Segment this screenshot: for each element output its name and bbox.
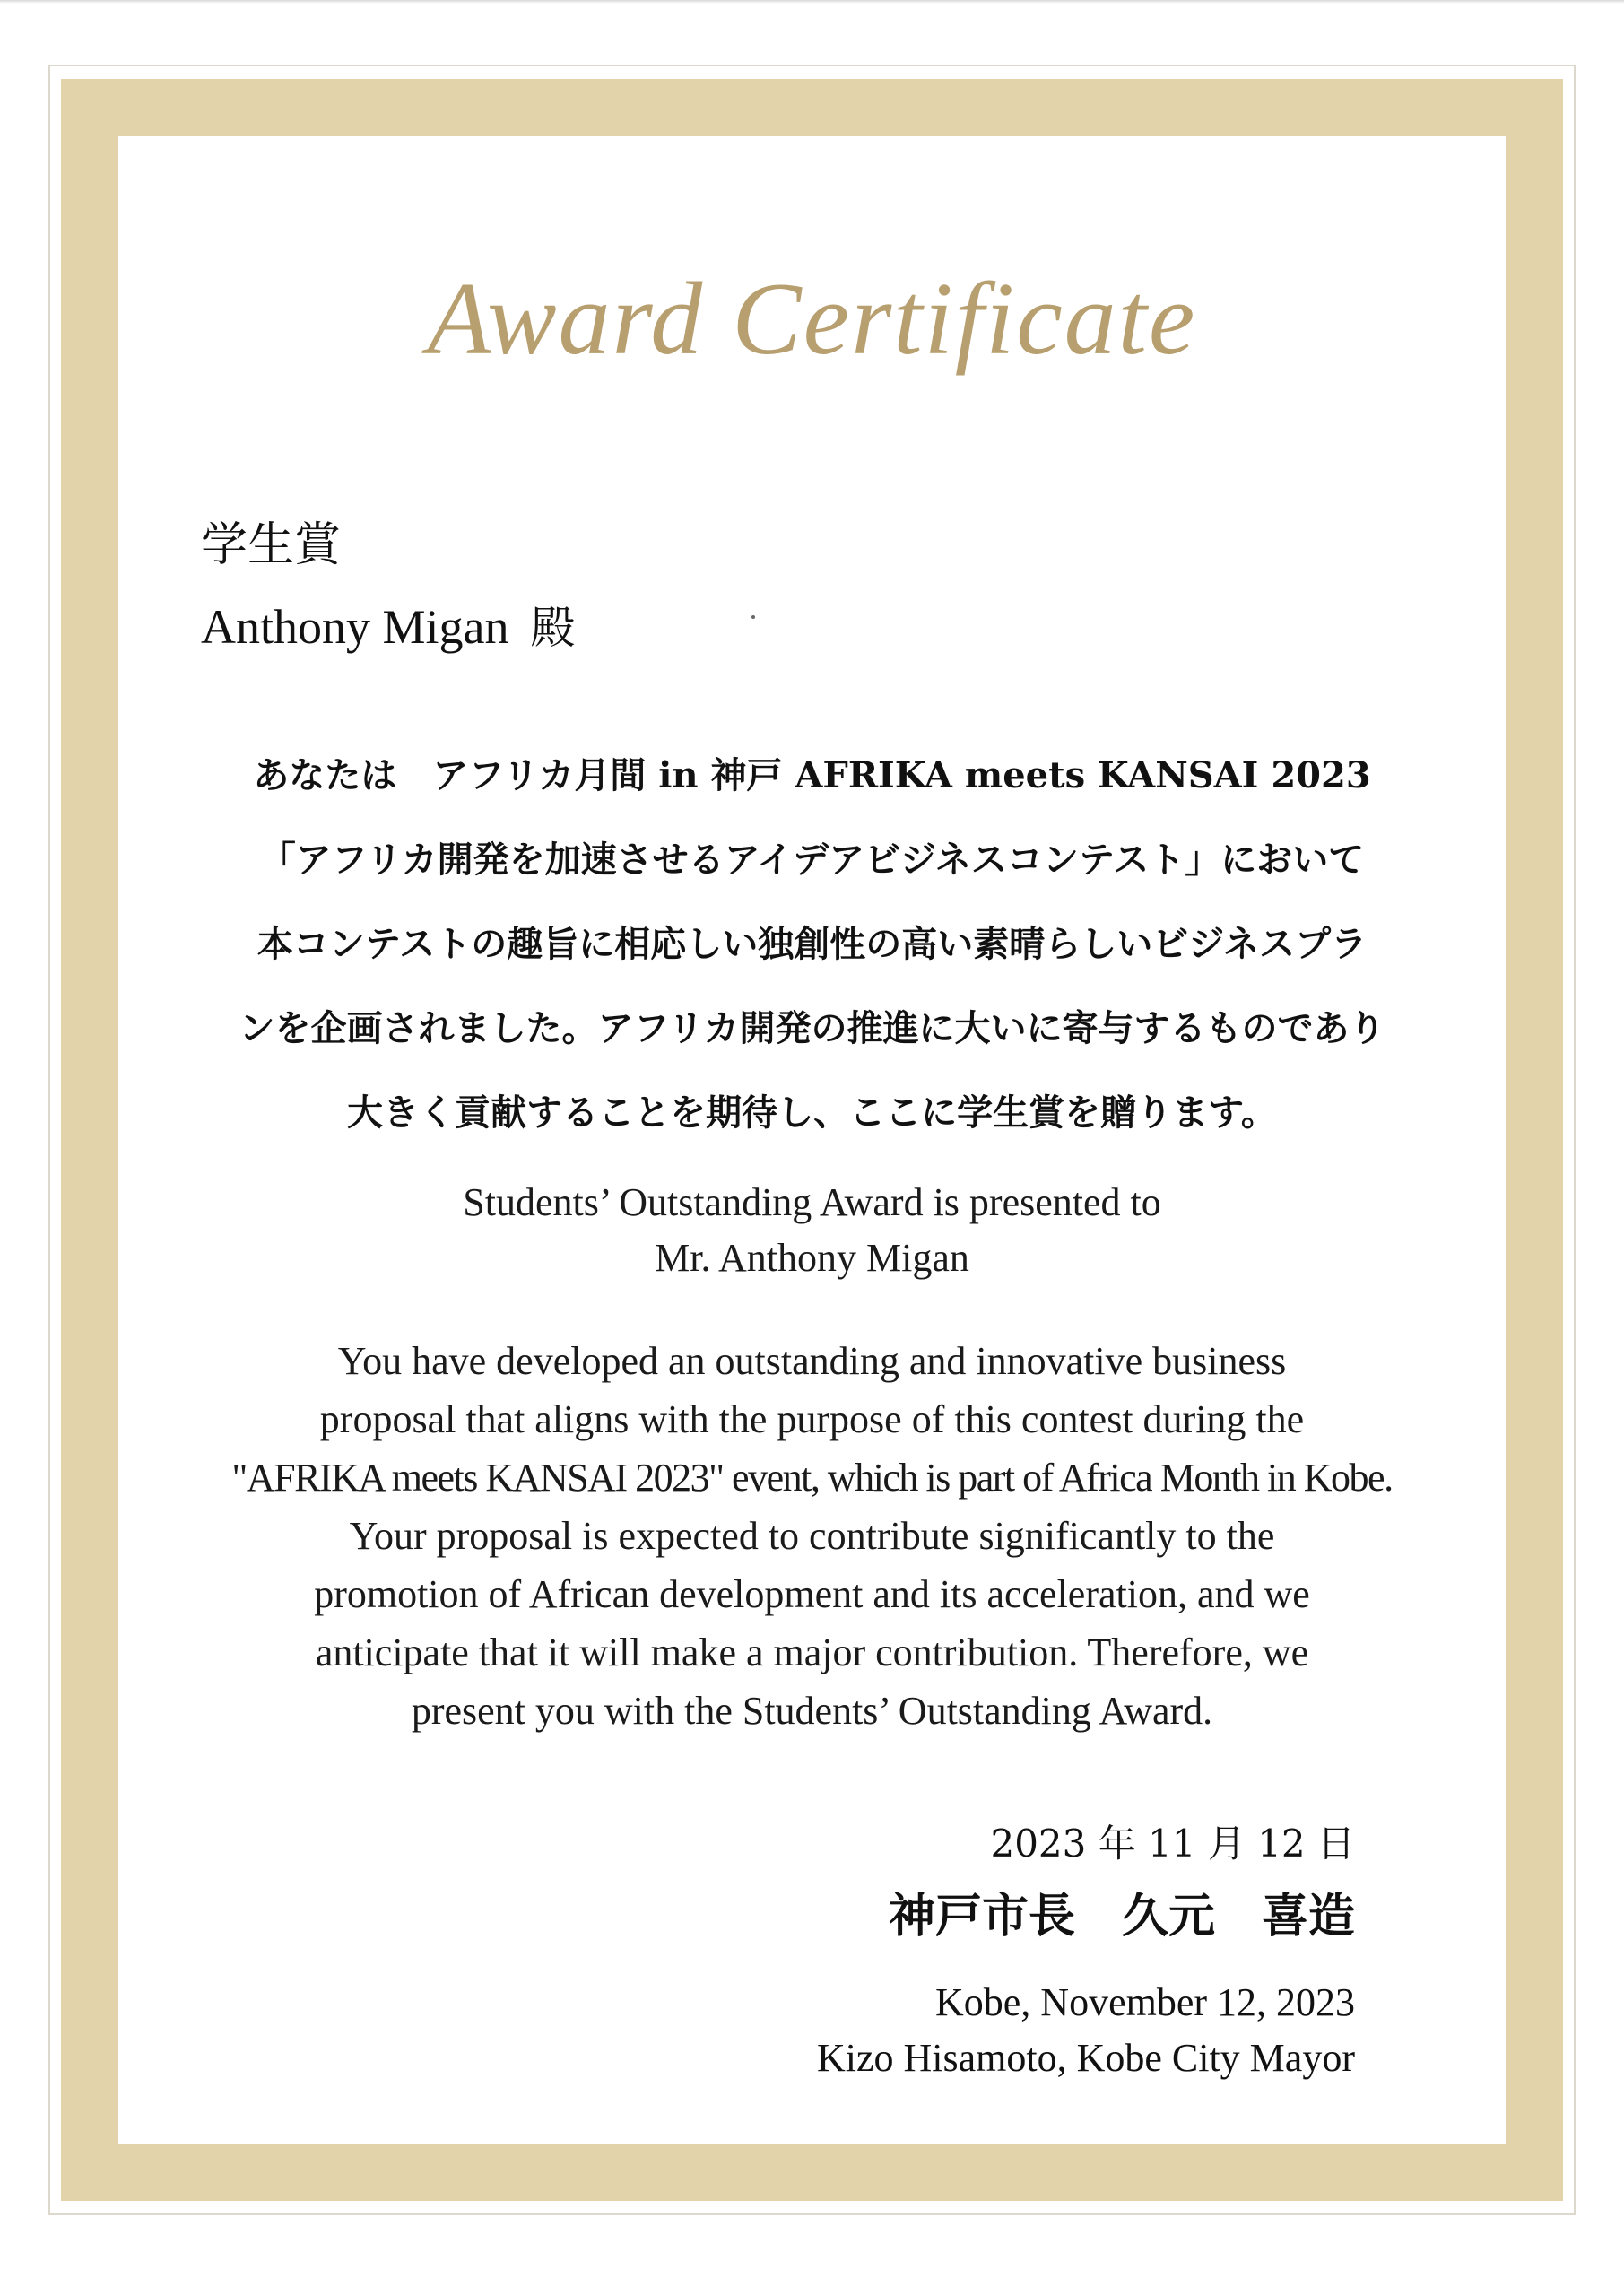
citation-en-line: present you with the Students’ Outstanding Award. [411, 1689, 1213, 1733]
citation-jp-line: 大きく貢献することを期待し、ここに学生賞を贈ります。 [347, 1091, 1277, 1134]
recipient-name: Anthony Migan [201, 600, 509, 654]
citation-en-line: You have developed an outstanding and innovative business [337, 1339, 1287, 1383]
scan-speck [751, 615, 755, 619]
signer-en: Kizo Hisamoto, Kobe City Mayor [816, 2036, 1355, 2080]
citation-en [143, 1332, 1481, 1740]
presented-to-line: Students’ Outstanding Award is presented to [463, 1180, 1161, 1224]
signature-block [817, 1812, 1355, 2086]
scan-edge [0, 0, 1624, 4]
citation-en-line: anticipate that it will make a major contribution. Therefore, we [315, 1631, 1309, 1674]
citation-en-line: "AFRIKA meets KANSAI 2023" event, which is part of Africa Month in Kobe. [231, 1456, 1393, 1500]
citation-jp-line: あなたは アフリカ月間 in 神戸 AFRIKA meets KANSAI 2023 [253, 754, 1371, 796]
citation-en-line: proposal that aligns with the purpose of this contest during the [319, 1397, 1305, 1441]
presented-to-en [143, 1175, 1481, 1286]
citation-jp-line: ンを企画されました。アフリカ開発の推進に大いに寄与するものであり [239, 1007, 1385, 1049]
citation-jp-line: 「アフリカ開発を加速させるアイデアビジネスコンテスト」において [259, 839, 1365, 881]
date-en: Kobe, November 12, 2023 [934, 1980, 1355, 2024]
award-name-jp: 学生賞 [201, 518, 342, 572]
recipient-line [201, 592, 576, 657]
citation-jp [143, 734, 1481, 1155]
signer-jp: 神戸市長 久元 喜造 [888, 1889, 1355, 1944]
honorific-jp: 殿 [530, 602, 576, 654]
citation-en-line: Your proposal is expected to contribute significantly to the [349, 1514, 1275, 1558]
date-jp: 2023 年 11 月 12 日 [990, 1822, 1355, 1866]
citation-en-line: promotion of African development and its acceleration, and we [314, 1572, 1310, 1616]
citation-jp-line: 本コンテストの趣旨に相応しい独創性の高い素晴らしいビジネスプラ [256, 923, 1368, 965]
recipient-name-en: Mr. Anthony Migan [655, 1236, 969, 1280]
certificate-title: Award Certificate [427, 262, 1197, 377]
